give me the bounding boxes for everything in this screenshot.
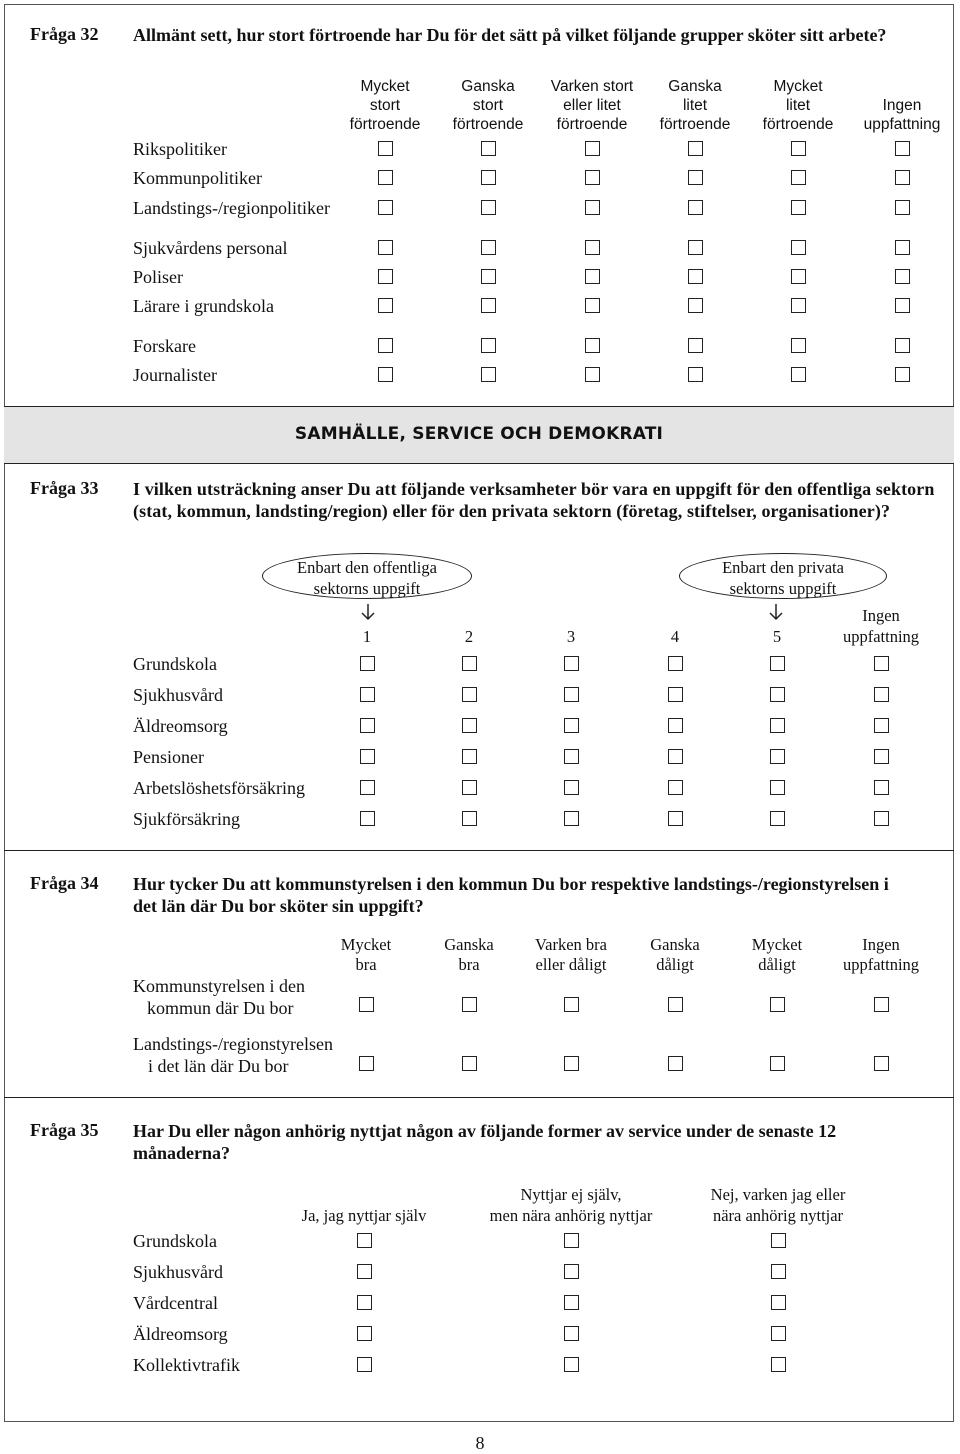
q32-row-label: Poliser — [133, 267, 184, 287]
q32-col-header: uppfattning — [863, 116, 941, 133]
q34-col-header: Mycket — [751, 935, 803, 954]
q33-scale-number: 1 — [362, 627, 372, 646]
q33-option-checkbox[interactable] — [462, 749, 477, 764]
q32-option-checkbox[interactable] — [791, 338, 806, 353]
q33-option-checkbox[interactable] — [462, 656, 477, 671]
q32-col-header: förtroende — [452, 116, 524, 133]
q32-option-checkbox[interactable] — [895, 240, 910, 255]
q34-col-header: Mycket — [340, 935, 392, 954]
q33-option-checkbox[interactable] — [360, 749, 375, 764]
q33-option-checkbox[interactable] — [564, 718, 579, 733]
q32-col-header: Ganska — [461, 78, 515, 95]
q32-col-header: stort — [369, 97, 401, 114]
q32-option-checkbox[interactable] — [688, 200, 703, 215]
q33-row-label: Grundskola — [133, 654, 217, 674]
page-number: 8 — [475, 1433, 485, 1453]
q34-row-label: kommun där Du bor — [147, 998, 294, 1018]
divider — [4, 850, 954, 851]
q32-col-header: förtroende — [762, 116, 834, 133]
q32-col-header: eller litet — [563, 97, 621, 114]
q32-option-checkbox[interactable] — [585, 269, 600, 284]
q33-option-checkbox[interactable] — [564, 811, 579, 826]
q32-option-checkbox[interactable] — [378, 269, 393, 284]
q32-col-header: stort — [472, 97, 504, 114]
arrow-down-icon — [769, 604, 783, 620]
q35-row-label: Sjukhusvård — [133, 1262, 223, 1282]
q35-option-checkbox[interactable] — [564, 1357, 579, 1372]
q33-option-checkbox[interactable] — [360, 811, 375, 826]
divider — [4, 1097, 954, 1098]
q33-option-checkbox[interactable] — [564, 780, 579, 795]
q35-option-checkbox[interactable] — [771, 1357, 786, 1372]
q32-option-checkbox[interactable] — [895, 298, 910, 313]
q33-option-checkbox[interactable] — [770, 811, 785, 826]
q33-option-checkbox[interactable] — [360, 687, 375, 702]
q35-question: Har Du eller någon anhörig nyttjat någon av följande former av service under de senaste 12 månaderna? — [133, 1121, 837, 1163]
q35-option-checkbox[interactable] — [357, 1264, 372, 1279]
q32-col-header: Varken stort — [550, 78, 634, 95]
q34-option-checkbox[interactable] — [564, 997, 579, 1012]
q32-option-checkbox[interactable] — [791, 269, 806, 284]
q33-option-checkbox[interactable] — [874, 718, 889, 733]
q33-row-label: Pensioner — [133, 747, 204, 767]
bubble-private-line1: Enbart den privata — [722, 558, 844, 577]
q33-option-checkbox[interactable] — [462, 811, 477, 826]
q35-option-checkbox[interactable] — [357, 1295, 372, 1310]
q32-option-checkbox[interactable] — [585, 298, 600, 313]
q32-option-checkbox[interactable] — [378, 141, 393, 156]
q34-option-checkbox[interactable] — [668, 997, 683, 1012]
q32-option-checkbox[interactable] — [481, 170, 496, 185]
q32-option-checkbox[interactable] — [481, 240, 496, 255]
q32-option-checkbox[interactable] — [585, 200, 600, 215]
q32-option-checkbox[interactable] — [895, 200, 910, 215]
q32-option-checkbox[interactable] — [481, 298, 496, 313]
q33-option-checkbox[interactable] — [462, 687, 477, 702]
q33-scale-number: 5 — [772, 627, 782, 646]
q32-col-header: förtroende — [659, 116, 731, 133]
q33-option-checkbox[interactable] — [360, 780, 375, 795]
q33-no-opinion-header: Ingen — [862, 606, 900, 625]
q32-row-label: Forskare — [133, 336, 196, 356]
q32-option-checkbox[interactable] — [481, 200, 496, 215]
q35-col-header: Ja, jag nyttjar själv — [301, 1206, 427, 1225]
q34-col-header: uppfattning — [842, 955, 920, 974]
q35-col-header: Nej, varken jag eller — [710, 1185, 846, 1204]
q32-row-label: Rikspolitiker — [133, 139, 227, 159]
q34-option-checkbox[interactable] — [770, 997, 785, 1012]
q34-option-checkbox[interactable] — [874, 1056, 889, 1071]
q32-option-checkbox[interactable] — [688, 367, 703, 382]
q32-option-checkbox[interactable] — [895, 367, 910, 382]
q32-option-checkbox[interactable] — [585, 240, 600, 255]
q35-row-label: Kollektivtrafik — [133, 1355, 240, 1375]
q33-option-checkbox[interactable] — [668, 687, 683, 702]
q33-option-checkbox[interactable] — [874, 656, 889, 671]
q33-option-checkbox[interactable] — [668, 718, 683, 733]
q33-option-checkbox[interactable] — [770, 749, 785, 764]
q32-number: Fråga 32 — [30, 24, 99, 44]
q35-option-checkbox[interactable] — [564, 1233, 579, 1248]
q33-scale-number: 4 — [670, 627, 680, 646]
q35-option-checkbox[interactable] — [357, 1233, 372, 1248]
q35-option-checkbox[interactable] — [564, 1326, 579, 1341]
arrow-down-icon — [361, 604, 375, 620]
q33-option-checkbox[interactable] — [770, 780, 785, 795]
q34-row-label: Landstings-/regionstyrelsen — [133, 1034, 333, 1054]
q32-row-label: Landstings-/regionpolitiker — [133, 198, 330, 218]
q33-option-checkbox[interactable] — [564, 687, 579, 702]
q32-option-checkbox[interactable] — [895, 338, 910, 353]
q32-col-header: Ganska — [668, 78, 722, 95]
q32-col-header: litet — [682, 97, 708, 114]
q32-option-checkbox[interactable] — [378, 170, 393, 185]
q33-option-checkbox[interactable] — [770, 656, 785, 671]
q34-col-header: bra — [458, 955, 480, 974]
q35-option-checkbox[interactable] — [564, 1264, 579, 1279]
section-banner-title: SAMHÄLLE, SERVICE OCH DEMOKRATI — [294, 424, 664, 444]
q33-option-checkbox[interactable] — [668, 749, 683, 764]
q32-option-checkbox[interactable] — [585, 170, 600, 185]
q32-option-checkbox[interactable] — [688, 269, 703, 284]
q33-number: Fråga 33 — [30, 478, 99, 498]
q32-question: Allmänt sett, hur stort förtroende har Du för det sätt på vilket följande grupper sköter sitt arbete? — [133, 25, 887, 45]
q32-option-checkbox[interactable] — [791, 298, 806, 313]
q32-option-checkbox[interactable] — [585, 338, 600, 353]
q34-option-checkbox[interactable] — [770, 1056, 785, 1071]
q32-option-checkbox[interactable] — [688, 338, 703, 353]
q34-option-checkbox[interactable] — [462, 997, 477, 1012]
bubble-public-line2: sektorns uppgift — [313, 579, 421, 598]
q33-option-checkbox[interactable] — [874, 811, 889, 826]
q32-option-checkbox[interactable] — [481, 141, 496, 156]
q32-option-checkbox[interactable] — [688, 141, 703, 156]
q32-option-checkbox[interactable] — [481, 338, 496, 353]
q35-col-header: Nyttjar ej själv, — [520, 1185, 622, 1204]
q33-question: I vilken utsträckning anser Du att följande verksamheter bör vara en uppgift för den offentliga sektorn (stat, kommun, landsting/region) eller för den privata sektorn (företag, stiftelser, organisationer)? — [133, 479, 935, 521]
q32-option-checkbox[interactable] — [378, 240, 393, 255]
q33-option-checkbox[interactable] — [874, 687, 889, 702]
q35-number: Fråga 35 — [30, 1120, 99, 1140]
q33-option-checkbox[interactable] — [462, 780, 477, 795]
q35-option-checkbox[interactable] — [357, 1326, 372, 1341]
q34-option-checkbox[interactable] — [564, 1056, 579, 1071]
q32-option-checkbox[interactable] — [688, 240, 703, 255]
bubble-public-line1: Enbart den offentliga — [297, 558, 437, 577]
q35-row-label: Äldreomsorg — [133, 1324, 228, 1344]
q32-row-label: Sjukvårdens personal — [133, 238, 288, 258]
bubble-public — [262, 553, 472, 599]
q32-option-checkbox[interactable] — [481, 367, 496, 382]
q33-option-checkbox[interactable] — [564, 656, 579, 671]
q34-col-header: Varken bra — [535, 935, 607, 954]
q35-col-header: nära anhörig nyttjar — [712, 1206, 844, 1225]
q32-option-checkbox[interactable] — [688, 170, 703, 185]
q33-row-label: Sjukhusvård — [133, 685, 223, 705]
q32-option-checkbox[interactable] — [585, 141, 600, 156]
q32-row-label: Lärare i grundskola — [133, 296, 274, 316]
q32-option-checkbox[interactable] — [378, 338, 393, 353]
q32-col-header: Mycket — [360, 78, 410, 95]
q35-option-checkbox[interactable] — [357, 1357, 372, 1372]
q32-option-checkbox[interactable] — [791, 240, 806, 255]
q33-scale-number: 3 — [566, 627, 576, 646]
q33-option-checkbox[interactable] — [564, 749, 579, 764]
q35-option-checkbox[interactable] — [564, 1295, 579, 1310]
q32-option-checkbox[interactable] — [791, 141, 806, 156]
q34-option-checkbox[interactable] — [359, 1056, 374, 1071]
q33-option-checkbox[interactable] — [770, 687, 785, 702]
q32-col-header: Mycket — [773, 78, 823, 95]
q32-option-checkbox[interactable] — [585, 367, 600, 382]
q34-col-header: bra — [355, 955, 377, 974]
q32-option-checkbox[interactable] — [378, 367, 393, 382]
q33-scale-number: 2 — [464, 627, 474, 646]
q33-row-label: Sjukförsäkring — [133, 809, 240, 829]
q34-col-header: Ingen — [862, 935, 900, 954]
q33-option-checkbox[interactable] — [770, 718, 785, 733]
q34-question: Hur tycker Du att kommunstyrelsen i den kommun Du bor respektive landstings-/regionstyrelsen i det län där Du bor sköter sin uppgift? — [133, 874, 889, 916]
q32-option-checkbox[interactable] — [791, 200, 806, 215]
q32-row-label: Kommunpolitiker — [133, 168, 262, 188]
q35-option-checkbox[interactable] — [771, 1295, 786, 1310]
q32-col-header: förtroende — [556, 116, 628, 133]
q35-option-checkbox[interactable] — [771, 1326, 786, 1341]
q34-row-label: Kommunstyrelsen i den — [133, 976, 305, 996]
bubble-private-line2: sektorns uppgift — [729, 579, 837, 598]
q34-col-header: dåligt — [758, 955, 796, 974]
section-banner — [4, 406, 954, 464]
q32-option-checkbox[interactable] — [688, 298, 703, 313]
q34-option-checkbox[interactable] — [874, 997, 889, 1012]
q35-row-label: Grundskola — [133, 1231, 217, 1251]
q33-option-checkbox[interactable] — [668, 780, 683, 795]
q32-col-header: Ingen — [882, 97, 922, 114]
q32-option-checkbox[interactable] — [791, 170, 806, 185]
q33-option-checkbox[interactable] — [462, 718, 477, 733]
q35-row-label: Vårdcentral — [133, 1293, 218, 1313]
q34-col-header: Ganska — [444, 935, 494, 954]
q34-option-checkbox[interactable] — [668, 1056, 683, 1071]
q33-option-checkbox[interactable] — [874, 780, 889, 795]
q32-col-header: litet — [785, 97, 811, 114]
q33-option-checkbox[interactable] — [360, 718, 375, 733]
q33-option-checkbox[interactable] — [668, 656, 683, 671]
q33-option-checkbox[interactable] — [874, 749, 889, 764]
q33-no-opinion-header: uppfattning — [842, 627, 920, 646]
q34-option-checkbox[interactable] — [462, 1056, 477, 1071]
q35-col-header: men nära anhörig nyttjar — [489, 1206, 653, 1225]
q34-col-header: eller dåligt — [535, 955, 607, 974]
q33-option-checkbox[interactable] — [360, 656, 375, 671]
q34-row-label: i det län där Du bor — [148, 1056, 289, 1076]
q32-col-header: förtroende — [349, 116, 421, 133]
q34-col-header: dåligt — [656, 955, 694, 974]
q32-option-checkbox[interactable] — [895, 141, 910, 156]
q34-col-header: Ganska — [650, 935, 700, 954]
bubble-private — [679, 553, 887, 599]
q33-option-checkbox[interactable] — [668, 811, 683, 826]
q32-option-checkbox[interactable] — [378, 298, 393, 313]
q34-number: Fråga 34 — [30, 873, 99, 893]
q35-option-checkbox[interactable] — [771, 1264, 786, 1279]
q32-row-label: Journalister — [133, 365, 217, 385]
q32-option-checkbox[interactable] — [895, 269, 910, 284]
q35-option-checkbox[interactable] — [771, 1233, 786, 1248]
q33-row-label: Arbetslöshetsförsäkring — [133, 778, 305, 798]
q32-option-checkbox[interactable] — [378, 200, 393, 215]
q32-option-checkbox[interactable] — [791, 367, 806, 382]
q33-row-label: Äldreomsorg — [133, 716, 228, 736]
q32-option-checkbox[interactable] — [481, 269, 496, 284]
q34-option-checkbox[interactable] — [359, 997, 374, 1012]
q32-option-checkbox[interactable] — [895, 170, 910, 185]
